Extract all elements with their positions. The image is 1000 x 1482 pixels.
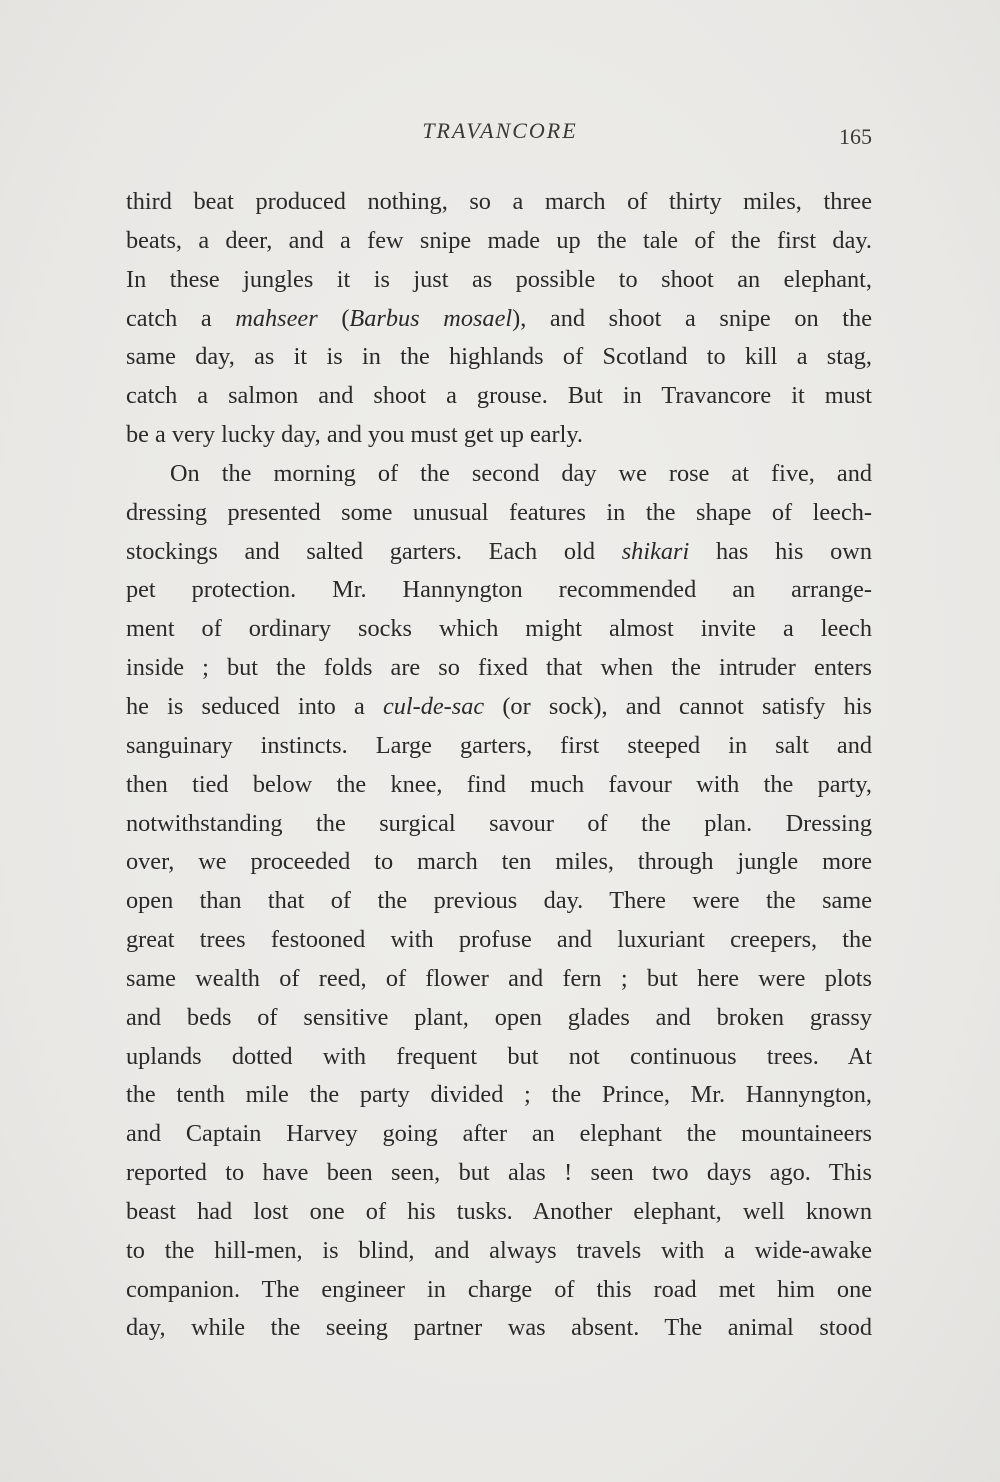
text-line: uplands dotted with frequent but not continuous trees. At: [126, 1042, 872, 1070]
text-line: ment of ordinary socks which might almost invite a leech: [126, 615, 872, 643]
text-line: beast had lost one of his tusks. Another elephant, well known: [126, 1197, 872, 1225]
running-title: TRAVANCORE: [422, 118, 578, 143]
text-line: same day, as it is in the highlands of Scotland to kill a stag,: [126, 343, 872, 371]
text-line: reported to have been seen, but alas ! seen two days ago. This: [126, 1159, 872, 1187]
text-line: third beat produced nothing, so a march of thirty miles, three: [126, 188, 872, 215]
italic-term: Barbus mosael: [349, 304, 513, 332]
italic-term: cul-de-sac: [382, 692, 485, 720]
text-line: great trees festooned with profuse and luxuriant creepers, the: [126, 926, 872, 954]
italic-term: shikari: [621, 537, 690, 565]
text-line: same wealth of reed, of flower and fern ; but here were plots: [126, 964, 872, 992]
text-line: and beds of sensitive plant, open glades and broken grassy: [126, 1003, 872, 1031]
body-text: [126, 183, 872, 1348]
paragraph-end-line: be a very lucky day, and you must get up early.: [126, 421, 584, 449]
text-line: open than that of the previous day. There were the same: [126, 887, 872, 915]
paragraph-start-line: On the morning of the second day we rose at five, and: [170, 459, 872, 487]
text-line: he is seduced into a cul-de-sac (or sock), and cannot satisfy his: [126, 692, 872, 720]
text-line: beats, a deer, and a few snipe made up the tale of the first day.: [126, 226, 872, 254]
text-line: the tenth mile the party divided ; the Prince, Mr. Hannyngton,: [126, 1081, 872, 1109]
text-line: sanguinary instincts. Large garters, first steeped in salt and: [126, 731, 872, 759]
text-line: catch a salmon and shoot a grouse. But in Travancore it must: [126, 382, 872, 410]
italic-term: mahseer: [235, 304, 318, 332]
text-line: dressing presented some unusual features in the shape of leech-: [126, 498, 872, 526]
text-line: to the hill-men, is blind, and always travels with a wide-awake: [126, 1236, 872, 1264]
text-line: and Captain Harvey going after an elephant the mountaineers: [126, 1120, 872, 1148]
text-line: notwithstanding the surgical savour of the plan. Dressing: [126, 809, 872, 837]
text-line: In these jungles it is just as possible to shoot an elephant,: [126, 265, 872, 293]
text-line: catch a mahseer (Barbus mosael), and shoot a snipe on the: [126, 304, 872, 332]
page-number: 165: [839, 124, 872, 149]
text-line: stockings and salted garters. Each old shikari has his own: [126, 537, 872, 565]
text-line: companion. The engineer in charge of this road met him one: [126, 1275, 872, 1303]
text-line: over, we proceeded to march ten miles, through jungle more: [126, 848, 872, 876]
text-line: then tied below the knee, find much favour with the party,: [126, 770, 872, 798]
text-line: inside ; but the folds are so fixed that when the intruder enters: [126, 654, 872, 682]
text-line: pet protection. Mr. Hannyngton recommended an arrange-: [126, 576, 872, 604]
text-line: day, while the seeing partner was absent. The animal stood: [126, 1314, 872, 1342]
running-header: [0, 118, 1000, 148]
